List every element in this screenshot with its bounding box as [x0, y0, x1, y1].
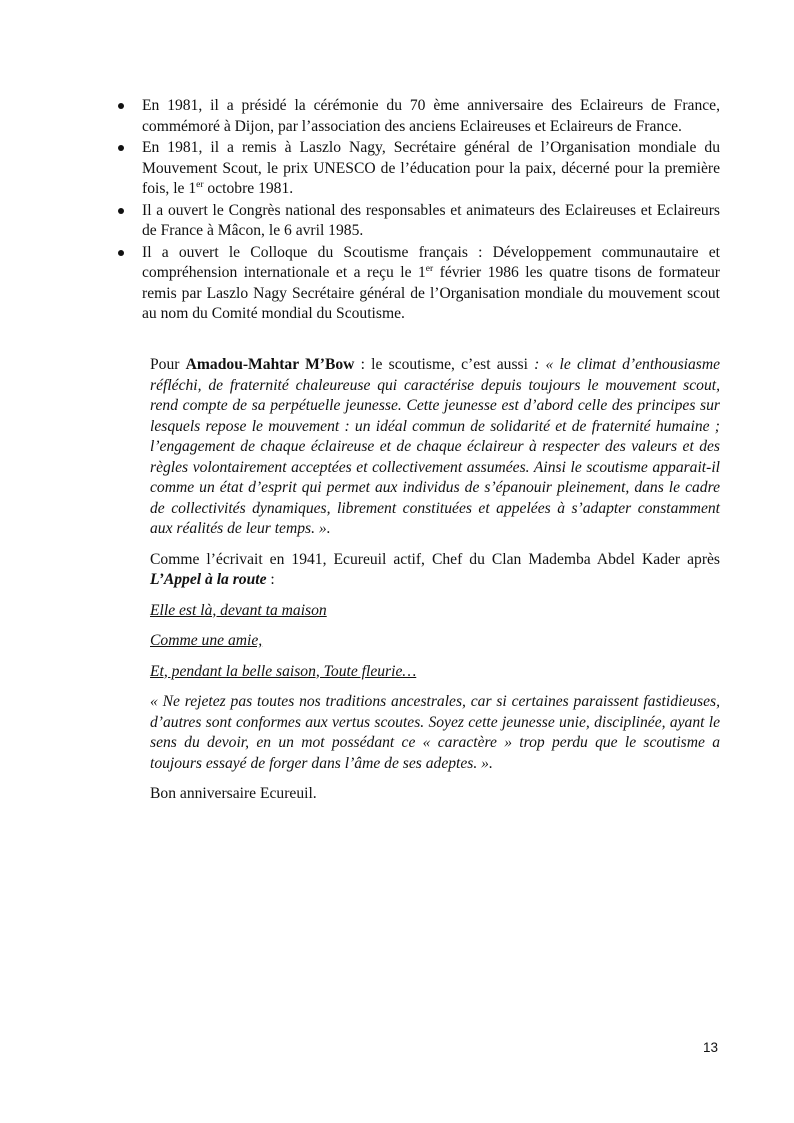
closing-quote-paragraph [150, 692, 720, 774]
quote-section [150, 355, 720, 815]
mbow-paragraph [150, 355, 720, 540]
closing-quote: « Ne rejetez pas toutes nos traditions ancestrales, car si certaines paraissent fastidieuses, d’autres sont conformes aux vertus scoutes. Soyez cette jeunesse unie, disciplinée, ayant le sens du devoir, en un mot possédant ce « caractère » trop perdu que le scoutisme a toujours essayé de forger dans l’âme de ses adeptes. ». [150, 693, 720, 772]
signoff: Bon anniversaire Ecureuil. [150, 785, 317, 802]
list-item [118, 201, 720, 242]
ecureuil-intro: Comme l’écrivait en 1941, Ecureuil actif, Chef du Clan Mademba Abdel Kader après [150, 550, 720, 568]
superscript: er [196, 180, 204, 190]
list-item [118, 243, 720, 325]
book-title: L’Appel à la route [150, 571, 267, 588]
speaker-name: Amadou-Mahtar M’Bow [185, 356, 355, 373]
poem-line [150, 662, 720, 683]
poem-line [150, 631, 720, 652]
poem-line-text: Comme une amie, [150, 632, 263, 649]
intro-prefix: Pour [150, 356, 186, 373]
ecureuil-intro-paragraph [150, 550, 720, 591]
superscript: er [425, 264, 434, 274]
achievements-list [118, 96, 720, 326]
bullet-text-before: Il a ouvert le Colloque du Scoutisme français : Développement communautaire et compréhension internationale et a reçu le 1 [142, 243, 720, 281]
poem-line [150, 601, 720, 622]
mbow-quote: : « le climat d’enthousiasme réfléchi, de fraternité chaleureuse qui caractérise depuis toujours le mouvement scout, rend compte de sa perpétuelle jeunesse. Cette jeunesse est d’abord celle des principes sur lesquels repose le mouvement : un idéal commun de solidarité et de fraternité humaine ; l’engagement de chaque éclaireuse et de chaque éclaireur à respecter des valeurs et des règles volontairement acceptées et collectivement assumées. Ainsi le scoutisme apparait-il comme un état d’esprit qui permet aux individus de s’épanouir pleinement, dans le cadre de collectivités dynamiques, librement constituées et appelées à s’adapter constamment aux réalités de leur temps. ». [150, 356, 721, 537]
bullet-icon [118, 250, 124, 256]
bullet-text: Il a ouvert le Congrès national des responsables et animateurs des Eclaireuses et Eclaireurs de France à Mâcon, le 6 avril 1985. [142, 201, 720, 239]
bullet-icon [118, 208, 124, 214]
bullet-icon [118, 103, 124, 109]
poem-line-text: Et, pendant la belle saison, Toute fleurie… [150, 662, 417, 680]
page-number: 13 [703, 1040, 719, 1055]
list-item [118, 96, 720, 137]
list-item [118, 138, 720, 200]
bullet-text-after: février 1986 les quatre tisons de formateur remis par Laszlo Nagy Secrétaire général de l’Organisation mondiale du mouvement scout au nom du Comité mondial du Scoutisme. [142, 264, 720, 322]
book-suffix: : [266, 571, 275, 588]
intro-suffix: : le scoutisme, c’est aussi [354, 356, 535, 373]
bullet-text-before: En 1981, il a remis à Laszlo Nagy, Secrétaire général de l’Organisation mondiale du Mouvement Scout, le prix UNESCO de l’éducation pour la paix, décerné pour la première fois, le 1 [142, 139, 720, 197]
bullet-text: En 1981, il a présidé la cérémonie du 70 ème anniversaire des Eclaireurs de France, commémoré à Dijon, par l’association des anciens Eclaireuses et Eclaireurs de France. [142, 97, 720, 135]
bullet-icon [118, 145, 124, 151]
bullet-text-after: octobre 1981. [203, 180, 294, 197]
poem-line-text: Elle est là, devant ta maison [150, 601, 327, 619]
